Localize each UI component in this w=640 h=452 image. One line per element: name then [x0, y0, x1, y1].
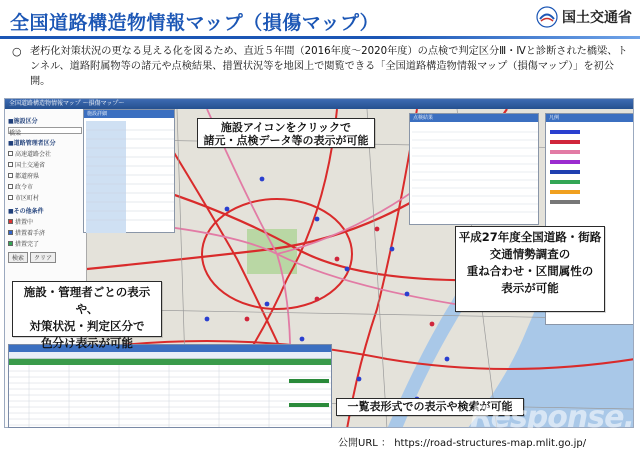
- description-bullet: ○: [12, 45, 22, 58]
- list-view-toolbar: [9, 352, 331, 359]
- search-button[interactable]: 検索: [8, 252, 28, 263]
- callout-manager-display: [12, 281, 162, 350]
- sidebar-section-facility: ■施設区分: [8, 118, 38, 125]
- callout-line: 施設アイコンをクリックで: [220, 121, 352, 134]
- status-option[interactable]: 措置中: [8, 217, 83, 226]
- status-option[interactable]: 措置着手済: [8, 228, 83, 237]
- facility-detail-table: [84, 118, 176, 234]
- mlit-logo-icon: [536, 6, 558, 28]
- checkbox-icon[interactable]: [8, 173, 13, 178]
- manager-option[interactable]: 政令市: [8, 182, 83, 191]
- status-option[interactable]: 措置完了: [8, 239, 83, 248]
- checkbox-icon[interactable]: [8, 241, 13, 246]
- inspection-popup-header: 点検結果: [410, 114, 538, 122]
- manager-option[interactable]: 国土交通省: [8, 160, 83, 169]
- list-view-screenshot: [8, 344, 332, 428]
- callout-line: 施設・管理者ごとの表示や、: [23, 285, 151, 316]
- clear-button[interactable]: クリア: [30, 252, 56, 263]
- description: [10, 44, 630, 96]
- checkbox-icon[interactable]: [8, 195, 13, 200]
- checkbox-icon[interactable]: [8, 184, 13, 189]
- public-url[interactable]: 公開URL ： https://road-structures-map.mlit.go.jp/: [338, 438, 587, 449]
- checkbox-icon[interactable]: [8, 162, 13, 167]
- legend-header: 凡例: [546, 114, 634, 122]
- list-view-table: [9, 359, 332, 428]
- callout-line: 色分け表示が可能: [41, 336, 133, 350]
- app-title-bar: 全国道路構造物情報マップ ～損傷マップ～: [5, 99, 634, 109]
- org-logo: [536, 6, 632, 28]
- page-title: 全国道路構造物情報マップ（損傷マップ）: [10, 12, 380, 34]
- title-divider: [0, 36, 640, 39]
- callout-line: 交通情勢調査の: [489, 247, 571, 261]
- checkbox-icon[interactable]: [8, 230, 13, 235]
- callout-line: 重ね合わせ・区間属性の: [466, 264, 594, 278]
- inspection-popup-table: [410, 122, 540, 226]
- watermark: Response.: [470, 400, 634, 435]
- facility-detail-header: 施設詳細: [84, 110, 174, 118]
- checkbox-icon[interactable]: [8, 219, 13, 224]
- manager-option[interactable]: 都道府県: [8, 171, 83, 180]
- callout-list-view: 一覧表形式での表示や検索が可能: [336, 398, 524, 416]
- sidebar-section-other: ■その他条件: [8, 208, 44, 215]
- callout-traffic-survey: [455, 226, 605, 312]
- callout-line: 表示が可能: [501, 281, 559, 295]
- org-name: 国土交通省: [562, 10, 632, 26]
- callout-line: 平成27年度全国道路・街路: [458, 230, 602, 244]
- callout-line: 対策状況・判定区分で: [29, 319, 145, 333]
- manager-option[interactable]: 高速道路会社: [8, 149, 83, 158]
- manager-option[interactable]: 市区町村: [8, 193, 83, 202]
- callout-line: 諸元・点検データ等の表示が可能: [203, 134, 369, 147]
- callout-facility-icon: [197, 118, 375, 148]
- checkbox-icon[interactable]: [8, 151, 13, 156]
- sidebar-section-manager: ■道路管理者区分: [8, 140, 56, 147]
- facility-select[interactable]: [8, 127, 82, 137]
- facility-detail-panel: [83, 109, 175, 233]
- description-text: 老朽化対策状況の更なる見える化を図るため、直近５年間（2016年度～2020年度）の点検で判定区分Ⅲ・Ⅳと診断された橋梁、トンネル、道路附属物等の諸元や点検結果、措置状況等を地図上で閲覧できる「全国道路構造物情報マップ（損傷マップ）」を初公開。: [30, 46, 628, 87]
- inspection-popup: [409, 113, 539, 225]
- facility-select-value: 橋梁: [9, 130, 22, 137]
- title-bar: [0, 0, 640, 40]
